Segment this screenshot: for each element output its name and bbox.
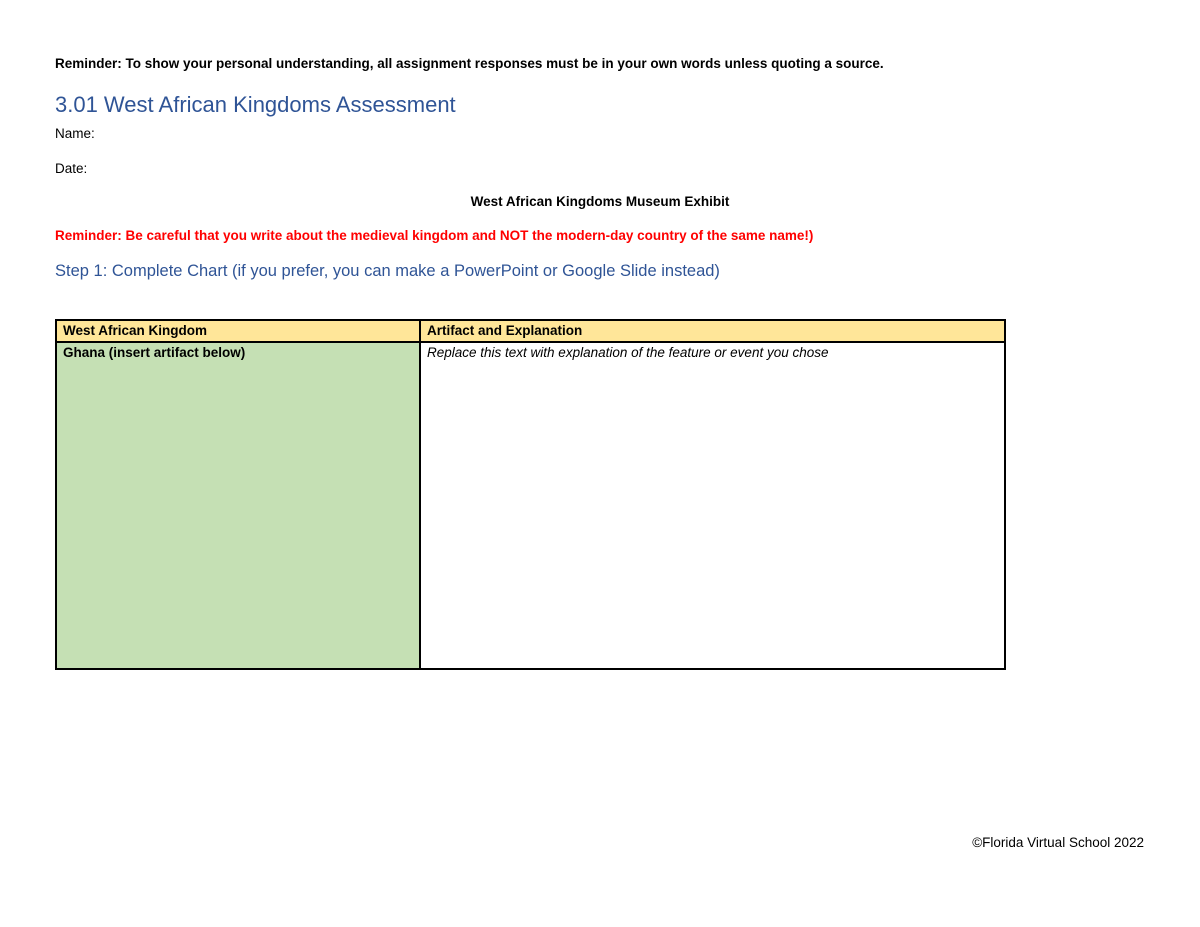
table-row (56, 342, 1005, 669)
header-artifact-and-explanation: Artifact and Explanation (420, 320, 1005, 342)
medieval-kingdom-warning: Reminder: Be careful that you write about the medieval kingdom and NOT the modern-day country of the same name!) (55, 228, 814, 243)
header-west-african-kingdom: West African Kingdom (56, 320, 420, 342)
name-label: Name: (55, 126, 95, 141)
date-label: Date: (55, 161, 88, 176)
exhibit-title: West African Kingdoms Museum Exhibit (470, 194, 730, 209)
kingdom-chart-table (55, 319, 1006, 670)
artifact-explanation-cell[interactable]: Replace this text with explanation of the feature or event you chose (420, 342, 1005, 669)
kingdom-cell-ghana[interactable]: Ghana (insert artifact below) (56, 342, 420, 669)
step-1-heading: Step 1: Complete Chart (if you prefer, you can make a PowerPoint or Google Slide instead) (55, 262, 720, 280)
ownership-reminder: Reminder: To show your personal understanding, all assignment responses must be in your own words unless quoting a source. (55, 56, 884, 71)
table-header-row (56, 320, 1005, 342)
page-title: 3.01 West African Kingdoms Assessment (55, 92, 456, 117)
copyright-footer: ©Florida Virtual School 2022 (972, 835, 1144, 850)
